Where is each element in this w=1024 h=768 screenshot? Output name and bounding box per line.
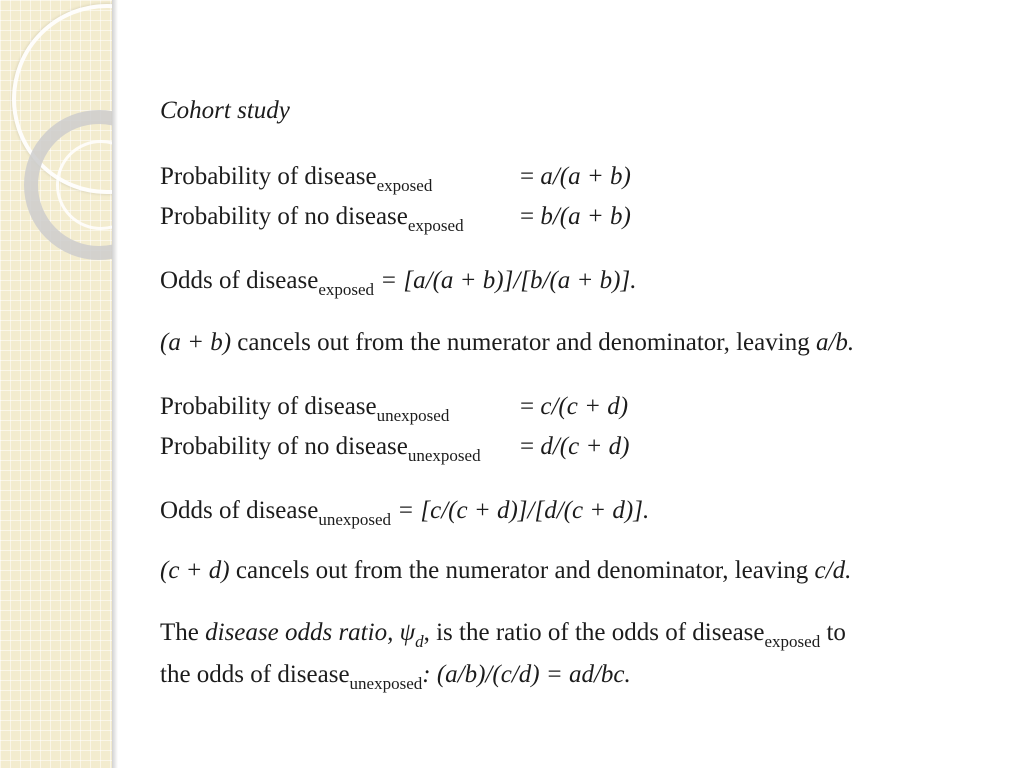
formula: a/(a + b) [540,163,631,190]
odds-ratio-line-1 [160,618,846,657]
prob-disease-unexposed-sub: unexposed [376,406,450,425]
slide-heading: Cohort study [160,97,290,124]
cancel-prefix: (c + d) [160,557,230,584]
odds-unexposed-formula: = [c/(c + d)]/[d/(c + d)]. [391,497,650,524]
prob-no-disease-unexposed [160,432,481,471]
odds-disease-unexposed [160,496,649,535]
prob-disease-exposed-sub: exposed [376,176,433,195]
cancel-text: cancels out from the numerator and denominator, leaving [231,329,816,356]
equals-sign: = [520,393,541,420]
cancel-prefix: (a + b) [160,329,232,356]
ratio2-sub: unexposed [349,674,423,693]
cancel-result: c/d. [814,557,852,584]
prob-no-disease-unexposed-expr [520,432,629,462]
ratio-prefix: The [160,619,206,646]
prob-disease-unexposed-expr [520,392,628,422]
equals-sign: = [520,203,541,230]
formula: b/(a + b) [540,203,631,230]
prob-disease-exposed-expr [520,162,631,192]
cancel-note-exposed [160,328,854,358]
odds-exposed-formula: = [a/(a + b)]/[b/(a + b)]. [374,267,637,294]
odds-disease-exposed [160,266,636,305]
prob-disease-exposed [160,162,432,201]
prob-no-disease-exposed [160,202,464,241]
prob-no-disease-unexposed-label: Probability of no disease [160,433,408,460]
prob-disease-exposed-label: Probability of disease [160,163,377,190]
ratio-sub: exposed [764,632,821,651]
cancel-text: cancels out from the numerator and denominator, leaving [229,557,815,584]
prob-disease-unexposed [160,392,449,431]
odds-exposed-sub: exposed [318,280,375,299]
odds-exposed-label: Odds of disease [160,267,319,294]
formula: d/(c + d) [540,433,630,460]
cancel-note-unexposed [160,556,851,586]
odds-unexposed-label: Odds of disease [160,497,319,524]
ratio-term: disease odds ratio, ψ [205,619,416,646]
odds-unexposed-sub: unexposed [318,510,392,529]
prob-no-disease-unexposed-sub: unexposed [407,446,481,465]
equals-sign: = [520,163,541,190]
prob-no-disease-exposed-expr [520,202,631,232]
decorative-side-strip [0,0,112,768]
side-strip-shadow [112,0,118,768]
ratio2-formula: : (a/b)/(c/d) = ad/bc. [422,661,631,688]
odds-ratio-line-2 [160,660,631,699]
prob-disease-unexposed-label: Probability of disease [160,393,377,420]
prob-no-disease-exposed-label: Probability of no disease [160,203,408,230]
prob-no-disease-exposed-sub: exposed [407,216,464,235]
ratio-middle: , is the ratio of the odds of disease [423,619,765,646]
ratio2-prefix: the odds of disease [160,661,350,688]
formula: c/(c + d) [540,393,629,420]
equals-sign: = [520,433,541,460]
ratio-suffix: to [820,619,846,646]
cancel-result: a/b. [815,329,855,356]
ratio-term-sub: d [415,632,424,651]
